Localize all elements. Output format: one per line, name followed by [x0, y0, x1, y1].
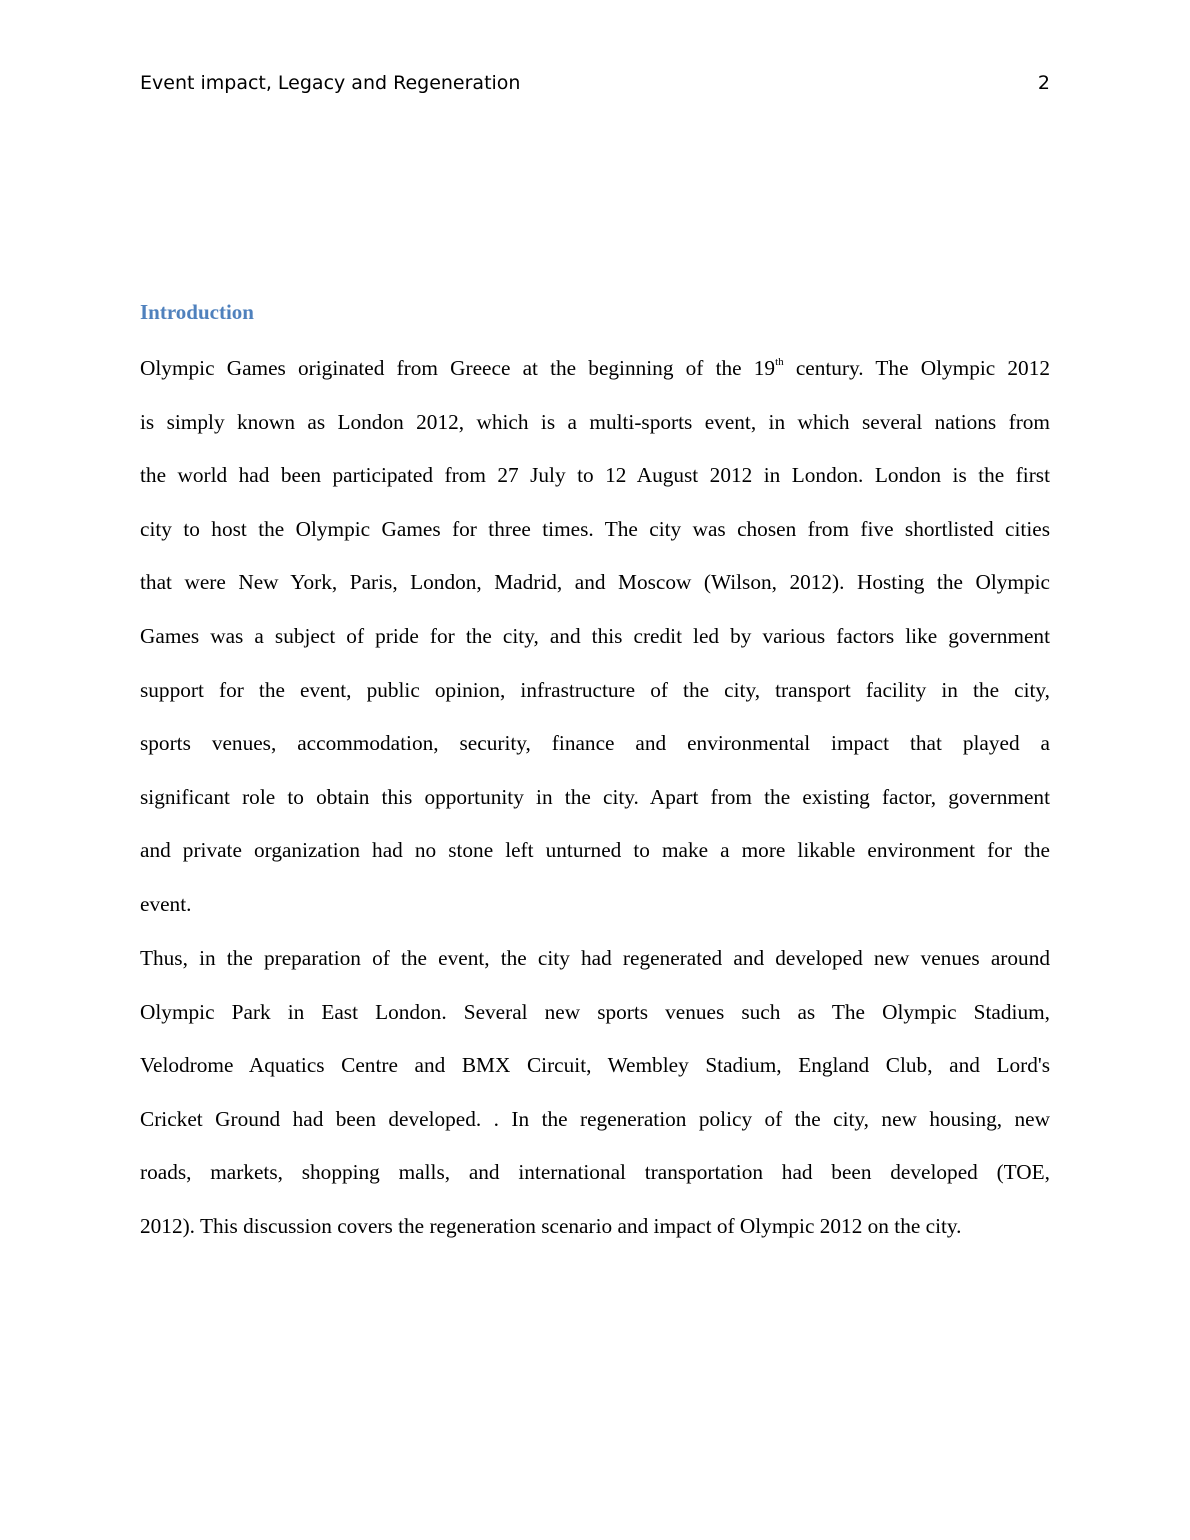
- paragraph-line: Thus, in the preparation of the event, the city had regenerated and developed new venues around: [140, 946, 1050, 970]
- superscript-ordinal: th: [775, 356, 784, 368]
- paragraph-line: event.: [140, 891, 192, 916]
- paragraph-line: Olympic Park in East London. Several new sports venues such as The Olympic Stadium,: [140, 999, 1050, 1024]
- paragraph-line: support for the event, public opinion, infrastructure of the city, transport facility in the city,: [140, 677, 1050, 702]
- paragraph-line: city to host the Olympic Games for three times. The city was chosen from five shortlisted cities: [140, 516, 1050, 541]
- paragraph-line: that were New York, Paris, London, Madrid, and Moscow (Wilson, 2012). Hosting the Olympic: [140, 570, 1050, 595]
- paragraph-line: is simply known as London 2012, which is a multi-sports event, in which several nations from: [140, 409, 1050, 434]
- paragraph-regeneration: [140, 932, 1050, 1254]
- paragraph-line: Velodrome Aquatics Centre and BMX Circuit, Wembley Stadium, England Club, and Lord's: [140, 1053, 1050, 1078]
- paragraph-intro: [140, 342, 1050, 932]
- paragraph-line: and private organization had no stone left unturned to make a more likable environment for the: [140, 838, 1050, 863]
- paragraph-line: significant role to obtain this opportunity in the city. Apart from the existing factor, government: [140, 784, 1050, 809]
- paragraph-line: Cricket Ground had been developed. . In the regeneration policy of the city, new housing, new: [140, 1106, 1050, 1131]
- paragraph-line: [140, 342, 1050, 396]
- section-heading: Introduction: [140, 300, 254, 324]
- paragraph-line: Games was a subject of pride for the city, and this credit led by various factors like government: [140, 623, 1050, 648]
- line-text: century. The Olympic 2012: [783, 356, 1050, 380]
- paragraph-line: roads, markets, shopping malls, and international transportation had been developed (TOE,: [140, 1160, 1050, 1185]
- paragraph-line: 2012). This discussion covers the regeneration scenario and impact of Olympic 2012 on the city.: [140, 1213, 962, 1238]
- page-number: 2: [1037, 72, 1050, 94]
- paragraph-line: sports venues, accommodation, security, finance and environmental impact that played a: [140, 731, 1050, 756]
- paragraph-line: the world had been participated from 27 July to 12 August 2012 in London. London is the first: [140, 463, 1050, 488]
- page-header: [140, 72, 1050, 98]
- line-text: Olympic Games originated from Greece at the beginning of the 19: [140, 356, 776, 380]
- running-head-title: Event impact, Legacy and Regeneration: [140, 72, 521, 94]
